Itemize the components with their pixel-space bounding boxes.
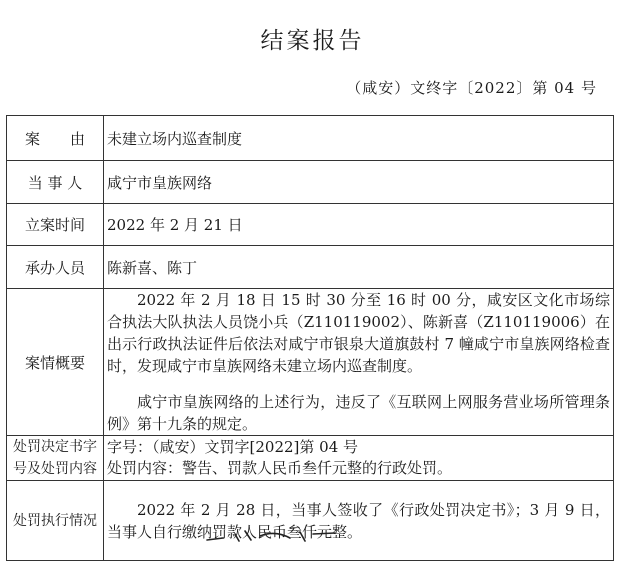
penalty-execution-cell <box>104 481 614 561</box>
summary-label: 案情概要 <box>7 289 104 436</box>
row-filing-time <box>7 204 614 246</box>
case-report-table <box>6 115 614 561</box>
row-handlers <box>7 246 614 289</box>
penalty-decision-content: 处罚内容：警告、罚款人民币叁仟元整的行政处罚。 <box>107 459 453 477</box>
penalty-decision-number: 字号：（咸安）文罚字[2022]第 04 号 <box>107 438 359 456</box>
row-penalty-decision <box>7 436 614 481</box>
penalty-execution-label: 处罚执行情况 <box>7 481 104 561</box>
penalty-execution-text: 2022 年 2 月 28 日，当事人签收了《行政处罚决定书》；3 月 9 日，当事人自行缴纳罚款人民币叁仟元整。 <box>107 500 610 541</box>
document-number: （咸安）文终字〔2022〕第 04 号 <box>346 79 597 97</box>
penalty-decision-cell <box>104 436 614 481</box>
party-label: 当 事 人 <box>7 161 104 204</box>
case-cause-label: 案 由 <box>7 116 104 161</box>
paragraph-gap <box>107 377 610 391</box>
penalty-decision-label <box>7 436 104 481</box>
row-party <box>7 161 614 204</box>
row-penalty-execution <box>7 481 614 561</box>
handlers-label: 承办人员 <box>7 246 104 289</box>
case-cause-value: 未建立场内巡查制度 <box>104 116 614 161</box>
penalty-decision-label-line-1: 处罚决定书字 <box>13 439 97 455</box>
handlers-value: 陈新喜、陈丁 <box>104 246 614 289</box>
party-value: 咸宁市皇族网络 <box>104 161 614 204</box>
filing-time-value: 2022 年 2 月 21 日 <box>104 204 614 246</box>
document-title: 结案报告 <box>260 28 365 54</box>
row-case-cause <box>7 116 614 161</box>
summary-paragraph-1: 2022 年 2 月 18 日 15 时 30 分至 16 时 00 分，咸安区文化市场综合执法大队执法人员饶小兵（Z110119002）、陈新喜（Z110119006）在出示行政执法证件后依法对咸宁市银泉大道旗鼓村 7 幢咸宁市皇族网络检查时，发现咸宁市皇族网络未建立场内巡查制度。 <box>107 291 610 375</box>
summary-cell <box>104 289 614 436</box>
row-summary <box>7 289 614 436</box>
penalty-decision-label-line-2: 号及处罚内容 <box>13 461 97 477</box>
filing-time-label: 立案时间 <box>7 204 104 246</box>
summary-paragraph-2: 咸宁市皇族网络的上述行为，违反了《互联网上网服务营业场所管理条例》第十九条的规定。 <box>107 393 610 433</box>
